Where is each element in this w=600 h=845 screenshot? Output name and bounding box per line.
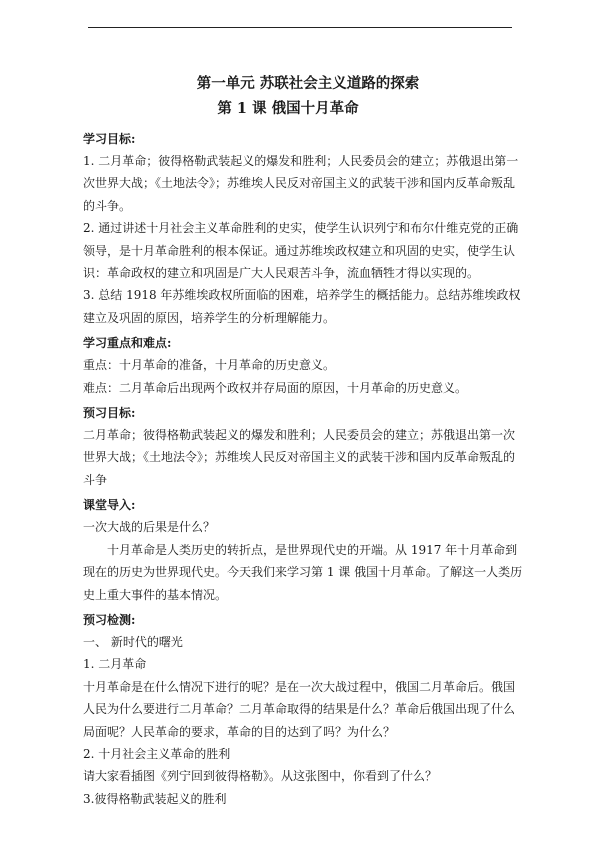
learning-goal-3: 3. 总结 1918 年苏维埃政权所面临的困难，培养学生的概括能力。总结苏维埃政权建立及巩固的原因，培养学生的分析理解能力。: [83, 288, 521, 325]
preview-goals-heading: 预习目标:: [83, 406, 136, 421]
unit-title: 第一单元 苏联社会主义道路的探索: [196, 75, 420, 92]
preview-check-heading: 预习检测:: [83, 612, 136, 627]
difficulty-text: 难点：二月革命后出现两个政权并存局面的原因，十月革命的历史意义。: [83, 380, 468, 395]
header-rule: [88, 27, 512, 28]
key-points-heading: 学习重点和难点:: [83, 336, 172, 351]
subsection-2-text: 请大家看插图《列宁回到彼得格勒》。从这张图中，你看到了什么？: [83, 769, 438, 784]
intro-paragraph: 十月革命是人类历史的转折点，是世界现代史的开端。从 1917 年十月革命到现在的历史为世界现代史。今天我们来学习第 1 课 俄国十月革命。了解这一人类历史上重大事件的基本情况。: [83, 542, 523, 602]
subsection-2-heading: 2. 十月社会主义革命的胜利: [83, 746, 231, 761]
section-heading: 一、 新时代的曙光: [83, 634, 183, 649]
subsection-3-heading: 3.彼得格勒武装起义的胜利: [83, 791, 227, 806]
learning-goal-1: 1. 二月革命；彼得格勒武装起义的爆发和胜利；人民委员会的建立；苏俄退出第一次世界大战；《土地法令》；苏维埃人民反对帝国主义的武装干涉和国内反革命叛乱的斗争。: [83, 154, 519, 213]
intro-question: 一次大战的后果是什么？: [83, 520, 216, 535]
class-intro-heading: 课堂导入:: [83, 498, 136, 513]
subsection-1-text: 十月革命是在什么情况下进行的呢？是在一次大战过程中，俄国二月革命后。俄国人民为什么要进行二月革命？二月革命取得的结果是什么？革命后俄国出现了什么局面呢？人民革命的要求，革命的目的达到了吗？为什么？: [83, 679, 516, 739]
learning-goal-2: 2. 通过讲述十月社会主义革命胜利的史实，使学生认识列宁和布尔什维克党的正确领导，是十月革命胜利的根本保证。通过苏维埃政权建立和巩固的史实，使学生认识：革命政权的建立和巩固是广大人民艰苦斗争，流血牺牲才得以实现的。: [83, 221, 519, 281]
focus-text: 重点：十月革命的准备，十月革命的历史意义。: [83, 358, 336, 373]
learning-goals-heading: 学习目标:: [83, 132, 136, 146]
lesson-title: 第 1 课 俄国十月革命: [217, 100, 359, 117]
subsection-1-heading: 1. 二月革命: [83, 657, 147, 672]
document-body: [83, 74, 523, 810]
preview-goals-text: 二月革命；彼得格勒武装起义的爆发和胜利；人民委员会的建立；苏俄退出第一次世界大战；《土地法令》；苏维埃人民反对帝国主义的武装干涉和国内反革命叛乱的斗争: [83, 428, 516, 487]
